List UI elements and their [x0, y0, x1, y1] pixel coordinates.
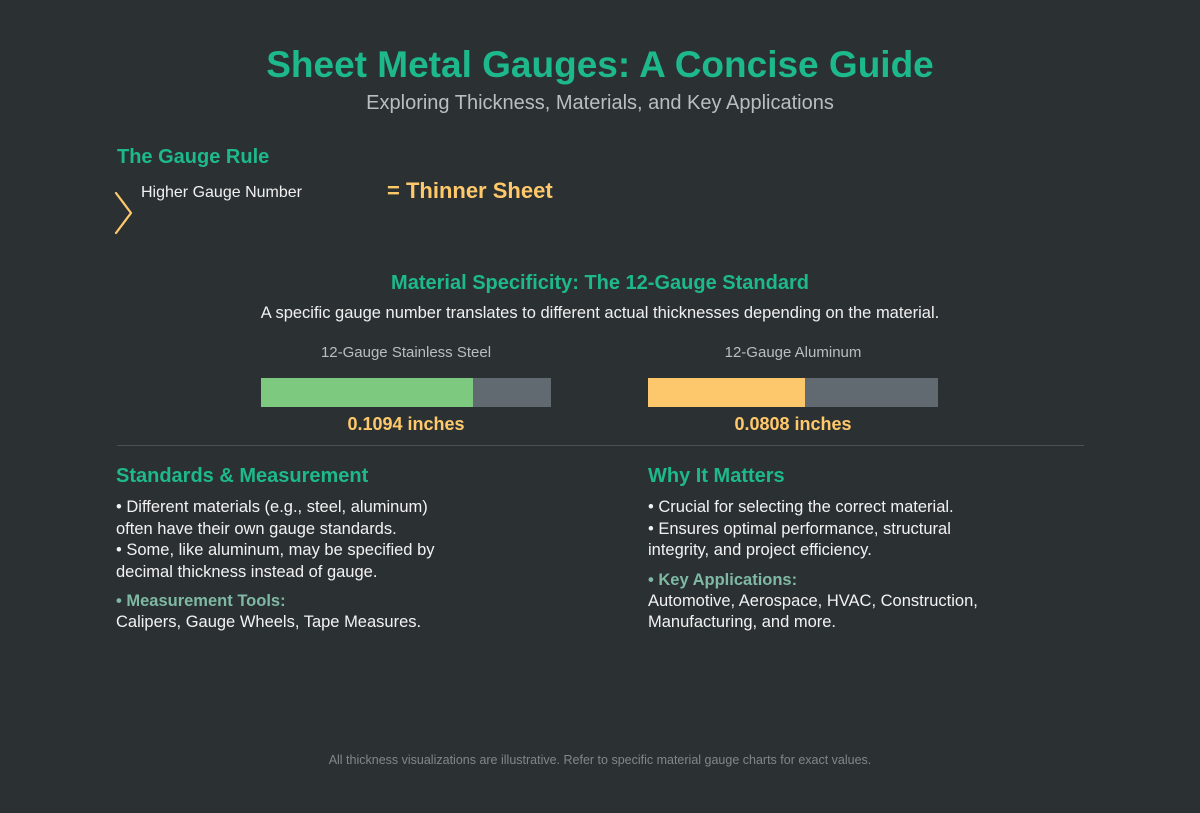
- why-heading: Why It Matters: [648, 465, 785, 487]
- thickness-bar: [261, 378, 551, 407]
- gauge-stainless-steel: [261, 344, 551, 435]
- gauge-rule-left-text: Higher Gauge Number: [141, 184, 302, 201]
- gauge-value: 0.0808 inches: [734, 414, 852, 434]
- measurement-tools-heading: • Measurement Tools:: [116, 592, 286, 610]
- specificity-heading: Material Specificity: The 12-Gauge Standard: [391, 272, 809, 294]
- key-applications-line: Manufacturing, and more.: [648, 613, 837, 631]
- gauge-aluminum: [648, 344, 938, 435]
- footer-note: All thickness visualizations are illustrative. Refer to specific material gauge charts for exact values.: [328, 753, 872, 767]
- why-line: • Ensures optimal performance, structural: [648, 519, 951, 538]
- thickness-bar-fill: [648, 378, 805, 407]
- gauge-label: 12-Gauge Stainless Steel: [320, 344, 492, 361]
- why-it-matters-section: [648, 465, 1028, 634]
- standards-line: • Some, like aluminum, may be specified by: [116, 541, 435, 559]
- why-line: • Crucial for selecting the correct material.: [648, 498, 954, 516]
- section-divider: [117, 445, 1084, 446]
- page-subtitle: Exploring Thickness, Materials, and Key Applications: [366, 92, 834, 114]
- key-applications-line: Automotive, Aerospace, HVAC, Construction,: [648, 591, 978, 610]
- thickness-bar: [648, 378, 938, 407]
- gauge-label: 12-Gauge Aluminum: [724, 344, 862, 361]
- gauge-rule-right-text: = Thinner Sheet: [387, 178, 553, 203]
- gauge-rule-heading: The Gauge Rule: [117, 146, 270, 168]
- standards-line: decimal thickness instead of gauge.: [116, 562, 378, 581]
- gauge-value: 0.1094 inches: [347, 414, 465, 434]
- standards-line: • Different materials (e.g., steel, aluminum): [116, 498, 428, 516]
- page-title: Sheet Metal Gauges: A Concise Guide: [266, 44, 934, 85]
- standards-line: often have their own gauge standards.: [116, 519, 397, 538]
- standards-section: [116, 465, 496, 634]
- standards-heading: Standards & Measurement: [116, 465, 369, 487]
- key-applications-heading: • Key Applications:: [648, 570, 798, 589]
- why-line: integrity, and project efficiency.: [648, 541, 872, 559]
- specificity-description: A specific gauge number translates to different actual thicknesses depending on the material.: [260, 304, 940, 322]
- chevron-right-icon: [112, 190, 136, 236]
- measurement-tools-text: Calipers, Gauge Wheels, Tape Measures.: [116, 613, 422, 631]
- thickness-bar-fill: [261, 378, 473, 407]
